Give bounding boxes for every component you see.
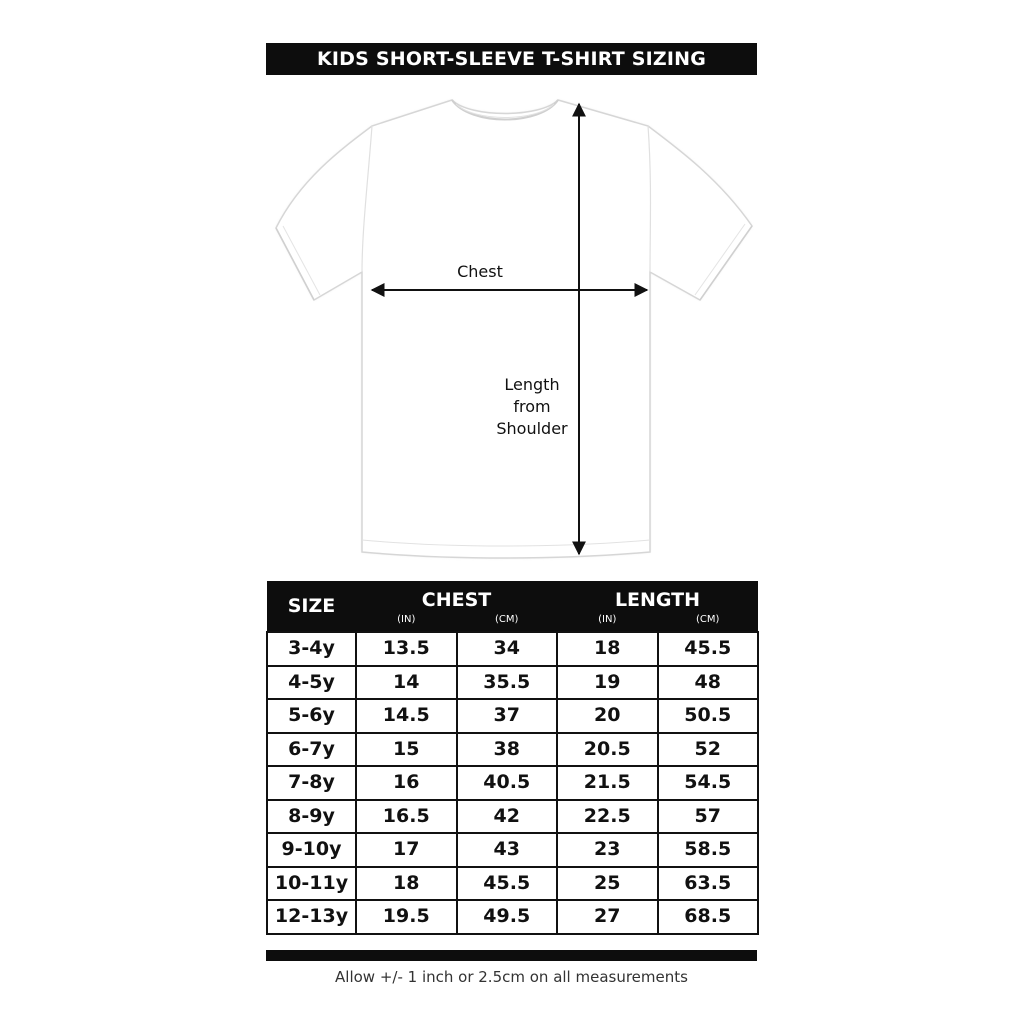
chest-cm-subheader: (CM)	[457, 611, 558, 632]
chest-in-cell: 16.5	[356, 800, 457, 834]
chest-in-cell: 14	[356, 666, 457, 700]
chest-column-header: CHEST	[356, 581, 557, 611]
table-row	[267, 833, 758, 867]
measurement-note: Allow +/- 1 inch or 2.5cm on all measurements	[335, 968, 688, 986]
table-row	[267, 900, 758, 934]
table-row	[267, 699, 758, 733]
table-row	[267, 800, 758, 834]
length-in-cell: 20	[557, 699, 658, 733]
chest-in-cell: 16	[356, 766, 457, 800]
table-row	[267, 766, 758, 800]
table-row	[267, 632, 758, 666]
length-label	[480, 374, 584, 440]
table-row	[267, 733, 758, 767]
length-label-line: from	[513, 397, 551, 416]
length-column-header: LENGTH	[557, 581, 758, 611]
size-table-body	[267, 632, 758, 934]
chest-in-cell: 17	[356, 833, 457, 867]
chest-cm-cell: 49.5	[457, 900, 558, 934]
chest-cm-cell: 35.5	[457, 666, 558, 700]
length-cm-cell: 50.5	[658, 699, 759, 733]
table-row	[267, 666, 758, 700]
size-cell: 12-13y	[267, 900, 356, 934]
length-in-cell: 22.5	[557, 800, 658, 834]
size-cell: 4-5y	[267, 666, 356, 700]
length-label-line: Shoulder	[496, 419, 568, 438]
length-in-cell: 23	[557, 833, 658, 867]
chest-cm-cell: 42	[457, 800, 558, 834]
length-cm-cell: 48	[658, 666, 759, 700]
table-footer-bar	[266, 950, 757, 961]
chest-in-cell: 19.5	[356, 900, 457, 934]
length-cm-cell: 58.5	[658, 833, 759, 867]
length-cm-cell: 68.5	[658, 900, 759, 934]
chest-cm-cell: 34	[457, 632, 558, 666]
page-title: KIDS SHORT-SLEEVE T-SHIRT SIZING	[266, 43, 757, 75]
size-cell: 8-9y	[267, 800, 356, 834]
length-in-cell: 21.5	[557, 766, 658, 800]
chest-in-cell: 15	[356, 733, 457, 767]
length-cm-cell: 57	[658, 800, 759, 834]
tshirt-outline	[276, 100, 752, 558]
size-cell: 6-7y	[267, 733, 356, 767]
chest-in-cell: 14.5	[356, 699, 457, 733]
chest-in-subheader: (IN)	[356, 611, 457, 632]
length-in-cell: 19	[557, 666, 658, 700]
chest-cm-cell: 37	[457, 699, 558, 733]
tshirt-diagram	[260, 90, 770, 570]
chest-in-cell: 13.5	[356, 632, 457, 666]
size-cell: 3-4y	[267, 632, 356, 666]
chest-cm-cell: 40.5	[457, 766, 558, 800]
length-in-subheader: (IN)	[557, 611, 658, 632]
length-in-cell: 27	[557, 900, 658, 934]
size-cell: 10-11y	[267, 867, 356, 901]
size-cell: 9-10y	[267, 833, 356, 867]
chest-label: Chest	[457, 262, 503, 281]
length-in-cell: 18	[557, 632, 658, 666]
chest-cm-cell: 45.5	[457, 867, 558, 901]
chest-cm-cell: 43	[457, 833, 558, 867]
size-cell: 5-6y	[267, 699, 356, 733]
length-cm-cell: 45.5	[658, 632, 759, 666]
size-cell: 7-8y	[267, 766, 356, 800]
length-in-cell: 20.5	[557, 733, 658, 767]
chest-in-cell: 18	[356, 867, 457, 901]
length-cm-cell: 63.5	[658, 867, 759, 901]
table-row	[267, 867, 758, 901]
size-column-header: SIZE	[267, 581, 356, 632]
chest-cm-cell: 38	[457, 733, 558, 767]
length-cm-cell: 52	[658, 733, 759, 767]
size-table	[266, 581, 759, 935]
length-in-cell: 25	[557, 867, 658, 901]
length-label-line: Length	[504, 375, 560, 394]
length-cm-cell: 54.5	[658, 766, 759, 800]
length-cm-subheader: (CM)	[658, 611, 759, 632]
